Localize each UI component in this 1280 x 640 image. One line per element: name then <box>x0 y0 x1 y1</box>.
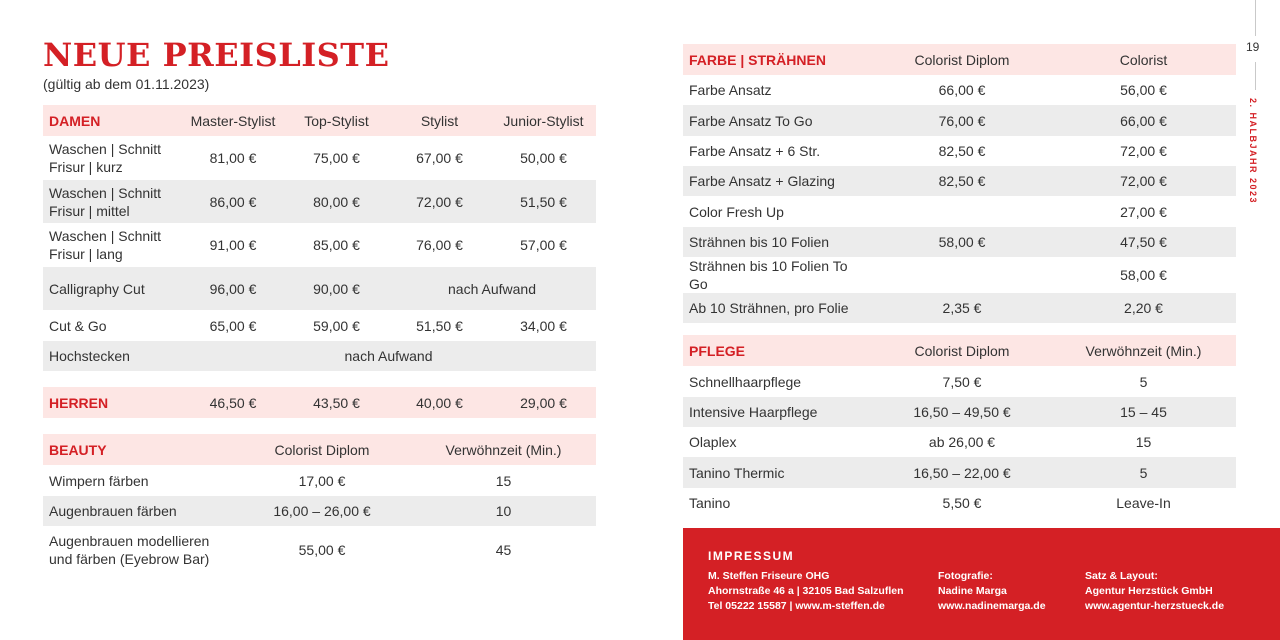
time-cell: 5 <box>1051 457 1236 488</box>
herren-section-label: HERREN <box>43 387 181 418</box>
page-subtitle: (gültig ab dem 01.11.2023) <box>43 76 210 92</box>
pflege-section-label: PFLEGE <box>683 335 873 366</box>
page-number: 19 <box>1246 40 1260 54</box>
farbe-section-label: FARBE | STRÄHNEN <box>683 44 873 75</box>
price-cell: 7,50 € <box>942 373 982 390</box>
table-row <box>683 105 1236 136</box>
impressum-title: IMPRESSUM <box>708 549 795 563</box>
price-cell: 81,00 € <box>209 150 257 166</box>
note-cell: nach Aufwand <box>181 341 596 371</box>
damen-price-table <box>43 105 596 418</box>
pflege-price-table <box>683 335 1236 518</box>
column-header: Top-Stylist <box>285 105 388 136</box>
time-cell: 15 <box>1135 434 1152 450</box>
table-row <box>43 180 596 223</box>
price-cell: 50,00 € <box>520 150 567 166</box>
price-cell: 16,00 – 26,00 € <box>233 496 411 526</box>
service-name: Waschen | Schnitt Frisur | kurz <box>49 141 162 175</box>
price-cell: 57,00 € <box>520 237 567 253</box>
price-cell: 96,00 € <box>181 267 285 310</box>
price-cell: 82,50 € <box>873 166 1051 196</box>
service-name: Hochstecken <box>43 341 181 371</box>
table-row <box>43 465 596 496</box>
impressum-line: M. Steffen Friseure OHG <box>708 570 830 582</box>
service-name: Waschen | Schnitt Frisur | mittel <box>43 180 181 223</box>
price-cell <box>873 257 1051 293</box>
service-name: Wimpern färben <box>49 472 149 489</box>
table-row <box>43 136 596 180</box>
side-label: 2. HALBJAHR 2023 <box>1248 98 1258 205</box>
service-name: Strähnen bis 10 Folien To Go <box>689 258 848 292</box>
impressum-line: Fotografie: <box>938 570 993 582</box>
column-header: Colorist <box>1051 44 1236 75</box>
service-name: Schnellhaarpflege <box>689 373 802 390</box>
price-cell: 59,00 € <box>313 317 360 334</box>
table-row <box>43 223 596 267</box>
service-name: Calligraphy Cut <box>43 267 181 310</box>
price-cell: 66,00 € <box>1051 105 1236 136</box>
table-row <box>43 341 596 371</box>
impressum-line: Nadine Marga <box>938 585 1007 597</box>
impressum-line: Ahornstraße 46 a | 32105 Bad Salzuflen <box>708 585 904 597</box>
price-cell: 76,00 € <box>416 237 463 253</box>
impressum-line: www.nadinemarga.de <box>938 600 1046 612</box>
note-cell: nach Aufwand <box>388 267 596 310</box>
service-name: Tanino Thermic <box>683 457 873 488</box>
column-header: Master-Stylist <box>181 105 285 136</box>
price-cell: 58,00 € <box>873 227 1051 257</box>
table-row <box>683 293 1236 323</box>
herren-row <box>43 387 596 418</box>
service-name: Farbe Ansatz <box>689 82 772 98</box>
table-row <box>43 267 596 310</box>
price-cell: 5,50 € <box>942 495 982 511</box>
time-cell: 10 <box>411 496 596 526</box>
table-row <box>683 397 1236 427</box>
impressum-box <box>683 528 1280 640</box>
service-name: Olaplex <box>689 434 737 450</box>
service-name: Ab 10 Strähnen, pro Folie <box>683 293 873 323</box>
price-cell: 51,50 € <box>491 180 596 223</box>
price-cell: ab 26,00 € <box>928 434 996 450</box>
page-title: NEUE PREISLISTE <box>43 36 390 74</box>
service-name: Cut & Go <box>49 317 107 334</box>
service-name: Farbe Ansatz + Glazing <box>683 166 873 196</box>
table-row <box>683 227 1236 257</box>
impressum-line: Tel 05222 15587 | www.m-steffen.de <box>708 600 885 612</box>
price-cell: 82,50 € <box>938 143 986 159</box>
table-row <box>683 75 1236 105</box>
table-row <box>43 496 596 526</box>
price-cell: 46,50 € <box>181 387 285 418</box>
time-cell: Leave-In <box>1116 495 1171 511</box>
table-row <box>683 166 1236 196</box>
time-cell: 45 <box>495 542 512 558</box>
price-cell: 43,50 € <box>285 387 388 418</box>
column-header: Verwöhnzeit (Min.) <box>411 434 596 465</box>
column-header: Colorist Diplom <box>233 434 411 465</box>
impressum-satz <box>1085 569 1224 614</box>
price-cell: 29,00 € <box>491 387 596 418</box>
column-header: Junior-Stylist <box>491 105 596 136</box>
service-name: Tanino <box>689 495 731 511</box>
service-name: Augenbrauen modellieren und färben (Eyebrow Bar) <box>49 533 210 567</box>
column-header: Colorist Diplom <box>873 44 1051 75</box>
price-cell: 58,00 € <box>1120 267 1167 283</box>
beauty-header-row <box>43 434 596 465</box>
price-cell: 56,00 € <box>1120 82 1167 98</box>
service-name: Farbe Ansatz To Go <box>683 105 873 136</box>
service-name: Augenbrauen färben <box>43 496 233 526</box>
farbe-header-row <box>683 44 1236 75</box>
price-cell: 91,00 € <box>209 237 257 253</box>
table-row <box>43 310 596 341</box>
price-cell: 76,00 € <box>873 105 1051 136</box>
price-cell: 2,35 € <box>873 293 1051 323</box>
time-cell: 15 – 45 <box>1051 397 1236 427</box>
time-cell: 5 <box>1139 373 1148 390</box>
service-name: Strähnen bis 10 Folien <box>683 227 873 257</box>
beauty-price-table <box>43 434 596 574</box>
table-row <box>683 457 1236 488</box>
damen-header-row <box>43 105 596 136</box>
table-row <box>683 196 1236 227</box>
margin-rule <box>1255 0 1256 36</box>
column-header: Colorist Diplom <box>873 335 1051 366</box>
farbe-price-table <box>683 44 1236 323</box>
column-header: Verwöhnzeit (Min.) <box>1051 335 1236 366</box>
price-cell: 34,00 € <box>520 317 567 334</box>
table-row <box>43 526 596 574</box>
price-cell: 85,00 € <box>313 237 360 253</box>
price-cell: 72,00 € <box>388 180 491 223</box>
service-name: Color Fresh Up <box>689 203 784 220</box>
price-cell: 47,50 € <box>1051 227 1236 257</box>
price-cell: 72,00 € <box>1120 143 1167 159</box>
price-cell: 66,00 € <box>938 82 986 98</box>
table-row <box>683 257 1236 293</box>
impressum-company <box>708 569 904 614</box>
impressum-foto <box>938 569 1046 614</box>
price-cell: 55,00 € <box>298 542 346 558</box>
price-cell: 72,00 € <box>1051 166 1236 196</box>
price-cell: 65,00 € <box>209 317 257 334</box>
service-name: Farbe Ansatz + 6 Str. <box>689 143 821 159</box>
price-cell: 51,50 € <box>416 317 463 334</box>
price-cell: 67,00 € <box>416 150 463 166</box>
price-cell: 75,00 € <box>313 150 360 166</box>
service-name: Waschen | Schnitt Frisur | lang <box>49 228 162 262</box>
impressum-line: www.agentur-herzstueck.de <box>1085 600 1225 612</box>
table-row <box>683 366 1236 397</box>
price-cell: 40,00 € <box>388 387 491 418</box>
time-cell: 15 <box>495 472 512 489</box>
damen-section-label: DAMEN <box>43 105 181 136</box>
beauty-section-label: BEAUTY <box>43 434 233 465</box>
pflege-header-row <box>683 335 1236 366</box>
price-cell: 80,00 € <box>285 180 388 223</box>
price-cell: 16,50 – 22,00 € <box>873 457 1051 488</box>
table-row <box>683 488 1236 518</box>
price-cell: 16,50 – 49,50 € <box>873 397 1051 427</box>
price-cell <box>873 196 1051 227</box>
column-header: Stylist <box>388 105 491 136</box>
table-row <box>683 136 1236 166</box>
service-name: Intensive Haarpflege <box>683 397 873 427</box>
price-cell: 86,00 € <box>181 180 285 223</box>
price-cell: 2,20 € <box>1051 293 1236 323</box>
margin-rule <box>1255 62 1256 90</box>
impressum-line: Agentur Herzstück GmbH <box>1085 585 1213 597</box>
table-row <box>683 427 1236 457</box>
price-cell: 27,00 € <box>1120 203 1167 220</box>
price-cell: 17,00 € <box>298 472 346 489</box>
price-cell: 90,00 € <box>285 267 388 310</box>
impressum-line: Satz & Layout: <box>1085 570 1158 582</box>
